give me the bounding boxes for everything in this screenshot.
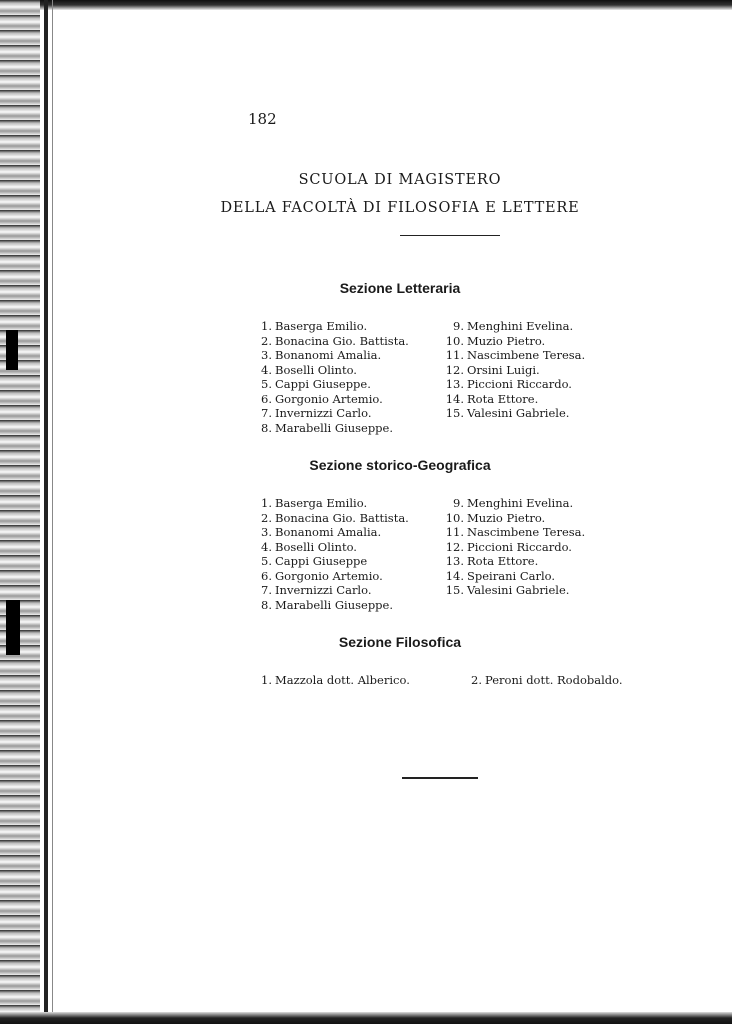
list-item: 2. Bonacina Gio. Battista.: [261, 333, 409, 348]
list-item: 1. Baserga Emilio.: [261, 496, 368, 510]
student-list-right: [444, 496, 585, 598]
list-item: 9. Menghini Evelina.: [453, 496, 574, 510]
scan-top-border: [0, 0, 732, 10]
list-item: 3. Bonanomi Amalia.: [261, 348, 382, 362]
list-item: 1. Mazzola dott. Alberico.: [261, 673, 410, 687]
student-list-left: [252, 673, 410, 688]
list-item: 2. Peroni dott. Rodobaldo.: [471, 673, 623, 687]
list-item: 7. Invernizzi Carlo.: [261, 406, 372, 420]
list-item: 8. Marabelli Giuseppe.: [261, 597, 394, 612]
list-item: 14. Rota Ettore.: [445, 391, 539, 406]
list-item: 13. Rota Ettore.: [445, 554, 539, 568]
list-item: 15. Valesini Gabriele.: [445, 406, 570, 420]
list-item: 10. Muzio Pietro.: [445, 333, 546, 348]
list-item: 15. Valesini Gabriele.: [445, 583, 570, 597]
list-item: 1. Baserga Emilio.: [261, 319, 368, 333]
student-list-right: [462, 673, 623, 688]
scan-binding-edge: [0, 0, 40, 1024]
list-item: 6. Gorgonio Artemio.: [261, 391, 383, 406]
page-title-line-2: DELLA FACOLTÀ DI FILOSOFIA E LETTERE: [220, 200, 580, 216]
list-item: 2. Bonacina Gio. Battista.: [261, 510, 409, 525]
page-number: 182: [248, 110, 277, 128]
list-item: 10. Muzio Pietro.: [445, 510, 546, 525]
closing-divider: [402, 777, 478, 779]
title-divider: [400, 235, 500, 236]
list-item: 3. Bonanomi Amalia.: [261, 525, 382, 539]
section-heading-filosofica: Sezione Filosofica: [338, 634, 462, 650]
list-item: 12. Orsini Luigi.: [445, 362, 540, 377]
list-item: 11. Nascimbene Teresa.: [445, 348, 586, 362]
scan-mark: [6, 330, 18, 370]
list-item: 5. Cappi Giuseppe: [261, 554, 368, 568]
list-item: 9. Menghini Evelina.: [453, 319, 574, 333]
list-item: 7. Invernizzi Carlo.: [261, 583, 372, 597]
student-list-left: [252, 319, 409, 435]
list-item: 13. Piccioni Riccardo.: [445, 377, 572, 391]
student-list-left: [252, 496, 409, 612]
list-item: 14. Speirani Carlo.: [445, 568, 556, 583]
list-item: 12. Piccioni Riccardo.: [445, 539, 572, 554]
list-item: 5. Cappi Giuseppe.: [261, 377, 371, 391]
list-item: 8. Marabelli Giuseppe.: [261, 420, 394, 435]
list-item: 11. Nascimbene Teresa.: [445, 525, 586, 539]
page-title-line-1: SCUOLA DI MAGISTERO: [298, 172, 502, 188]
scan-binding-line: [44, 0, 48, 1024]
section-heading-letteraria: Sezione Letteraria: [339, 280, 461, 296]
section-heading-storico-geografica: Sezione storico-Geografica: [309, 457, 491, 473]
list-item: 4. Boselli Olinto.: [261, 539, 357, 554]
scan-binding-line-thin: [52, 0, 53, 1024]
list-item: 6. Gorgonio Artemio.: [261, 568, 383, 583]
scan-bottom-border: [0, 1012, 732, 1024]
student-list-right: [444, 319, 585, 421]
list-item: 4. Boselli Olinto.: [261, 362, 357, 377]
